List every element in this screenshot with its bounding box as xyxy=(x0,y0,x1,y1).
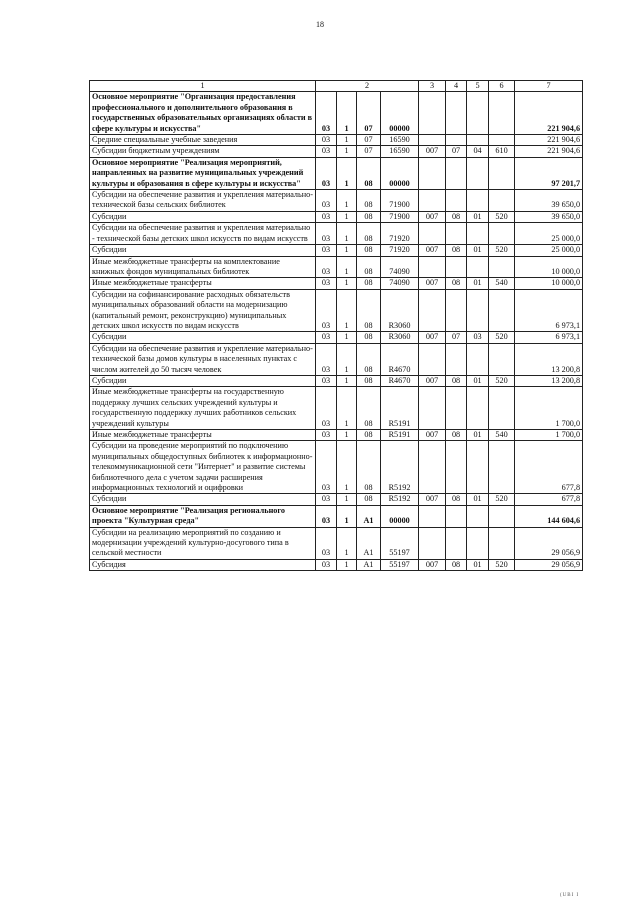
activity-code: 08 xyxy=(357,332,381,343)
ministry-code: 007 xyxy=(419,211,446,222)
expense-direction-code: 55197 xyxy=(381,527,419,559)
subsection-code: 03 xyxy=(467,332,489,343)
ministry-code: 007 xyxy=(419,375,446,386)
row-description: Субсидии на софинансирование расходных обязательств муниципальных образований области на модернизацию (капитальный ремонт, реконструкцию) муниципальных детских школ искусств по видам искусств xyxy=(90,289,316,332)
expense-type-code xyxy=(489,135,515,146)
expense-direction-code: R5191 xyxy=(381,430,419,441)
amount: 25 000,0 xyxy=(515,223,583,245)
program-code: 03 xyxy=(316,146,337,157)
expense-direction-code: R5192 xyxy=(381,494,419,505)
section-code xyxy=(446,505,467,527)
subprogram-code: 1 xyxy=(337,430,357,441)
expense-direction-code: 74090 xyxy=(381,278,419,289)
activity-code: A1 xyxy=(357,527,381,559)
amount: 25 000,0 xyxy=(515,245,583,256)
table-row xyxy=(90,135,583,146)
program-code: 03 xyxy=(316,211,337,222)
ministry-code xyxy=(419,343,446,375)
subprogram-code: 1 xyxy=(337,256,357,278)
expense-type-code xyxy=(489,343,515,375)
section-code xyxy=(446,343,467,375)
subprogram-code: 1 xyxy=(337,211,357,222)
table-row xyxy=(90,289,583,332)
expense-type-code: 610 xyxy=(489,146,515,157)
subsection-code xyxy=(467,387,489,430)
row-description: Средние специальные учебные заведения xyxy=(90,135,316,146)
expense-direction-code: 16590 xyxy=(381,135,419,146)
subprogram-code: 1 xyxy=(337,135,357,146)
subsection-code xyxy=(467,289,489,332)
header-col-4: 4 xyxy=(446,81,467,92)
ministry-code: 007 xyxy=(419,245,446,256)
subprogram-code: 1 xyxy=(337,559,357,570)
program-code: 03 xyxy=(316,157,337,189)
ministry-code xyxy=(419,505,446,527)
program-code: 03 xyxy=(316,256,337,278)
section-code xyxy=(446,289,467,332)
table-row xyxy=(90,494,583,505)
amount: 29 056,9 xyxy=(515,559,583,570)
section-code: 08 xyxy=(446,559,467,570)
program-code: 03 xyxy=(316,190,337,212)
table-row xyxy=(90,256,583,278)
table-row xyxy=(90,559,583,570)
activity-code: 08 xyxy=(357,211,381,222)
amount: 10 000,0 xyxy=(515,278,583,289)
row-description: Субсидии на реализацию мероприятий по созданию и модернизации учреждений культурно-досугового типа в сельской местности xyxy=(90,527,316,559)
amount: 144 604,6 xyxy=(515,505,583,527)
activity-code: 07 xyxy=(357,135,381,146)
amount: 221 904,6 xyxy=(515,146,583,157)
amount: 221 904,6 xyxy=(515,92,583,135)
activity-code: 08 xyxy=(357,256,381,278)
subsection-code: 01 xyxy=(467,245,489,256)
activity-code: 08 xyxy=(357,190,381,212)
row-description: Иные межбюджетные трансферты на государственную поддержку лучших сельских учреждений культуры и государственную поддержку лучших работников сельских учреждений культуры xyxy=(90,387,316,430)
subprogram-code: 1 xyxy=(337,92,357,135)
ministry-code xyxy=(419,157,446,189)
amount: 6 973,1 xyxy=(515,332,583,343)
expense-direction-code: 71900 xyxy=(381,190,419,212)
expense-direction-code: 00000 xyxy=(381,157,419,189)
budget-table xyxy=(89,80,583,571)
table-row xyxy=(90,505,583,527)
program-code: 03 xyxy=(316,332,337,343)
program-code: 03 xyxy=(316,135,337,146)
subsection-code: 01 xyxy=(467,375,489,386)
program-code: 03 xyxy=(316,505,337,527)
table-row xyxy=(90,157,583,189)
amount: 39 650,0 xyxy=(515,190,583,212)
row-description: Субсидии бюджетным учреждениям xyxy=(90,146,316,157)
row-description: Субсидии на проведение мероприятий по подключению муниципальных общедоступных библиотек к информационно-телекоммуникационной сети "Интернет" и развитие системы библиотечного дела с учетом задачи расширения информационных технологий и оцифровки xyxy=(90,441,316,494)
table-row xyxy=(90,245,583,256)
expense-direction-code: 71920 xyxy=(381,223,419,245)
ministry-code xyxy=(419,387,446,430)
ministry-code xyxy=(419,135,446,146)
expense-direction-code: 16590 xyxy=(381,146,419,157)
activity-code: A1 xyxy=(357,505,381,527)
expense-type-code: 520 xyxy=(489,559,515,570)
ministry-code: 007 xyxy=(419,494,446,505)
expense-direction-code: R4670 xyxy=(381,343,419,375)
ministry-code: 007 xyxy=(419,146,446,157)
subsection-code xyxy=(467,343,489,375)
section-code xyxy=(446,190,467,212)
section-code xyxy=(446,135,467,146)
expense-direction-code: R5191 xyxy=(381,387,419,430)
subsection-code xyxy=(467,92,489,135)
table-row xyxy=(90,211,583,222)
ministry-code xyxy=(419,527,446,559)
subprogram-code: 1 xyxy=(337,343,357,375)
expense-type-code: 520 xyxy=(489,245,515,256)
activity-code: 08 xyxy=(357,289,381,332)
amount: 1 700,0 xyxy=(515,387,583,430)
program-code: 03 xyxy=(316,92,337,135)
ministry-code xyxy=(419,223,446,245)
table-row xyxy=(90,527,583,559)
section-code xyxy=(446,256,467,278)
expense-type-code xyxy=(489,190,515,212)
activity-code: 08 xyxy=(357,343,381,375)
section-code: 08 xyxy=(446,430,467,441)
subprogram-code: 1 xyxy=(337,157,357,189)
activity-code: 08 xyxy=(357,494,381,505)
section-code: 08 xyxy=(446,494,467,505)
subprogram-code: 1 xyxy=(337,289,357,332)
table-row xyxy=(90,146,583,157)
expense-direction-code: 71900 xyxy=(381,211,419,222)
activity-code: 08 xyxy=(357,278,381,289)
expense-direction-code: R3060 xyxy=(381,289,419,332)
row-description: Субсидии xyxy=(90,211,316,222)
amount: 677,8 xyxy=(515,441,583,494)
program-code: 03 xyxy=(316,375,337,386)
amount: 677,8 xyxy=(515,494,583,505)
subprogram-code: 1 xyxy=(337,441,357,494)
ministry-code: 007 xyxy=(419,559,446,570)
subsection-code xyxy=(467,135,489,146)
expense-direction-code: R5192 xyxy=(381,441,419,494)
table-row xyxy=(90,375,583,386)
expense-type-code xyxy=(489,527,515,559)
table-row xyxy=(90,343,583,375)
section-code xyxy=(446,527,467,559)
subprogram-code: 1 xyxy=(337,245,357,256)
subprogram-code: 1 xyxy=(337,494,357,505)
header-col-2: 2 xyxy=(316,81,419,92)
ministry-code xyxy=(419,92,446,135)
program-code: 03 xyxy=(316,223,337,245)
activity-code: 07 xyxy=(357,92,381,135)
row-description: Субсидия xyxy=(90,559,316,570)
row-description: Субсидии на обеспечение развития и укрепления материально-технической базы сельских библиотек xyxy=(90,190,316,212)
activity-code: 08 xyxy=(357,375,381,386)
expense-type-code xyxy=(489,505,515,527)
section-code xyxy=(446,223,467,245)
amount: 97 201,7 xyxy=(515,157,583,189)
section-code xyxy=(446,441,467,494)
ministry-code xyxy=(419,256,446,278)
section-code: 07 xyxy=(446,332,467,343)
ministry-code: 007 xyxy=(419,430,446,441)
amount: 6 973,1 xyxy=(515,289,583,332)
program-code: 03 xyxy=(316,527,337,559)
program-code: 03 xyxy=(316,343,337,375)
subsection-code: 01 xyxy=(467,211,489,222)
subprogram-code: 1 xyxy=(337,527,357,559)
expense-type-code: 520 xyxy=(489,494,515,505)
subsection-code xyxy=(467,527,489,559)
section-code: 08 xyxy=(446,245,467,256)
section-code: 08 xyxy=(446,278,467,289)
expense-type-code xyxy=(489,223,515,245)
expense-type-code: 520 xyxy=(489,211,515,222)
table-header-row xyxy=(90,81,583,92)
table-row xyxy=(90,92,583,135)
section-code xyxy=(446,157,467,189)
subsection-code xyxy=(467,223,489,245)
amount: 1 700,0 xyxy=(515,430,583,441)
amount: 39 650,0 xyxy=(515,211,583,222)
subprogram-code: 1 xyxy=(337,375,357,386)
subsection-code xyxy=(467,157,489,189)
subprogram-code: 1 xyxy=(337,223,357,245)
row-description: Основное мероприятие "Реализация регионального проекта "Культурная среда" xyxy=(90,505,316,527)
section-code: 07 xyxy=(446,146,467,157)
expense-direction-code: 71920 xyxy=(381,245,419,256)
footer-mark: (UBI I xyxy=(560,893,580,898)
table-row xyxy=(90,190,583,212)
table-row xyxy=(90,441,583,494)
row-description: Субсидии xyxy=(90,332,316,343)
row-description: Основное мероприятие "Реализация мероприятий, направленных на развитие муниципальных учреждений культуры и образования в сфере культуры и искусства" xyxy=(90,157,316,189)
expense-direction-code: R4670 xyxy=(381,375,419,386)
subsection-code: 04 xyxy=(467,146,489,157)
table-row xyxy=(90,223,583,245)
table-row xyxy=(90,332,583,343)
expense-direction-code: 55197 xyxy=(381,559,419,570)
subsection-code xyxy=(467,256,489,278)
expense-direction-code: 00000 xyxy=(381,505,419,527)
program-code: 03 xyxy=(316,430,337,441)
section-code xyxy=(446,387,467,430)
header-col-3: 3 xyxy=(419,81,446,92)
header-col-5: 5 xyxy=(467,81,489,92)
subprogram-code: 1 xyxy=(337,505,357,527)
subprogram-code: 1 xyxy=(337,190,357,212)
header-col-7: 7 xyxy=(515,81,583,92)
section-code xyxy=(446,92,467,135)
expense-type-code xyxy=(489,441,515,494)
subprogram-code: 1 xyxy=(337,387,357,430)
expense-type-code: 540 xyxy=(489,430,515,441)
activity-code: 08 xyxy=(357,157,381,189)
amount: 13 200,8 xyxy=(515,375,583,386)
section-code: 08 xyxy=(446,375,467,386)
subsection-code: 01 xyxy=(467,494,489,505)
ministry-code xyxy=(419,190,446,212)
program-code: 03 xyxy=(316,387,337,430)
activity-code: 08 xyxy=(357,245,381,256)
subprogram-code: 1 xyxy=(337,146,357,157)
expense-type-code xyxy=(489,157,515,189)
expense-type-code xyxy=(489,387,515,430)
amount: 10 000,0 xyxy=(515,256,583,278)
program-code: 03 xyxy=(316,559,337,570)
row-description: Субсидии xyxy=(90,494,316,505)
subprogram-code: 1 xyxy=(337,278,357,289)
subsection-code xyxy=(467,190,489,212)
ministry-code: 007 xyxy=(419,332,446,343)
activity-code: 08 xyxy=(357,430,381,441)
subsection-code xyxy=(467,441,489,494)
program-code: 03 xyxy=(316,494,337,505)
ministry-code: 007 xyxy=(419,278,446,289)
row-description: Субсидии на обеспечение развития и укрепления материально - технической базы детских школ искусств по видам искусств xyxy=(90,223,316,245)
activity-code: 07 xyxy=(357,146,381,157)
program-code: 03 xyxy=(316,441,337,494)
header-col-1: 1 xyxy=(90,81,316,92)
row-description: Иные межбюджетные трансферты xyxy=(90,430,316,441)
header-col-6: 6 xyxy=(489,81,515,92)
row-description: Иные межбюджетные трансферты на комплектование книжных фондов муниципальных библиотек xyxy=(90,256,316,278)
section-code: 08 xyxy=(446,211,467,222)
row-description: Основное мероприятие "Организация предоставления профессионального и дополнительного образования в государственных образовательных организациях области в сфере культуры и искусства" xyxy=(90,92,316,135)
subprogram-code: 1 xyxy=(337,332,357,343)
expense-direction-code: 74090 xyxy=(381,256,419,278)
activity-code: 08 xyxy=(357,387,381,430)
expense-type-code: 520 xyxy=(489,332,515,343)
amount: 29 056,9 xyxy=(515,527,583,559)
subsection-code: 01 xyxy=(467,430,489,441)
amount: 221 904,6 xyxy=(515,135,583,146)
activity-code: A1 xyxy=(357,559,381,570)
table-row xyxy=(90,387,583,430)
expense-direction-code: R3060 xyxy=(381,332,419,343)
ministry-code xyxy=(419,289,446,332)
expense-type-code: 540 xyxy=(489,278,515,289)
expense-direction-code: 00000 xyxy=(381,92,419,135)
program-code: 03 xyxy=(316,245,337,256)
row-description: Иные межбюджетные трансферты xyxy=(90,278,316,289)
subsection-code: 01 xyxy=(467,278,489,289)
expense-type-code xyxy=(489,256,515,278)
ministry-code xyxy=(419,441,446,494)
row-description: Субсидии xyxy=(90,375,316,386)
activity-code: 08 xyxy=(357,441,381,494)
expense-type-code xyxy=(489,92,515,135)
activity-code: 08 xyxy=(357,223,381,245)
program-code: 03 xyxy=(316,289,337,332)
expense-type-code: 520 xyxy=(489,375,515,386)
program-code: 03 xyxy=(316,278,337,289)
page-number: 18 xyxy=(316,20,324,29)
amount: 13 200,8 xyxy=(515,343,583,375)
table-row xyxy=(90,278,583,289)
expense-type-code xyxy=(489,289,515,332)
row-description: Субсидии на обеспечение развития и укрепление материально-технической базы домов культуры в населенных пунктах с числом жителей до 50 тысяч человек xyxy=(90,343,316,375)
row-description: Субсидии xyxy=(90,245,316,256)
subsection-code xyxy=(467,505,489,527)
table-row xyxy=(90,430,583,441)
subsection-code: 01 xyxy=(467,559,489,570)
